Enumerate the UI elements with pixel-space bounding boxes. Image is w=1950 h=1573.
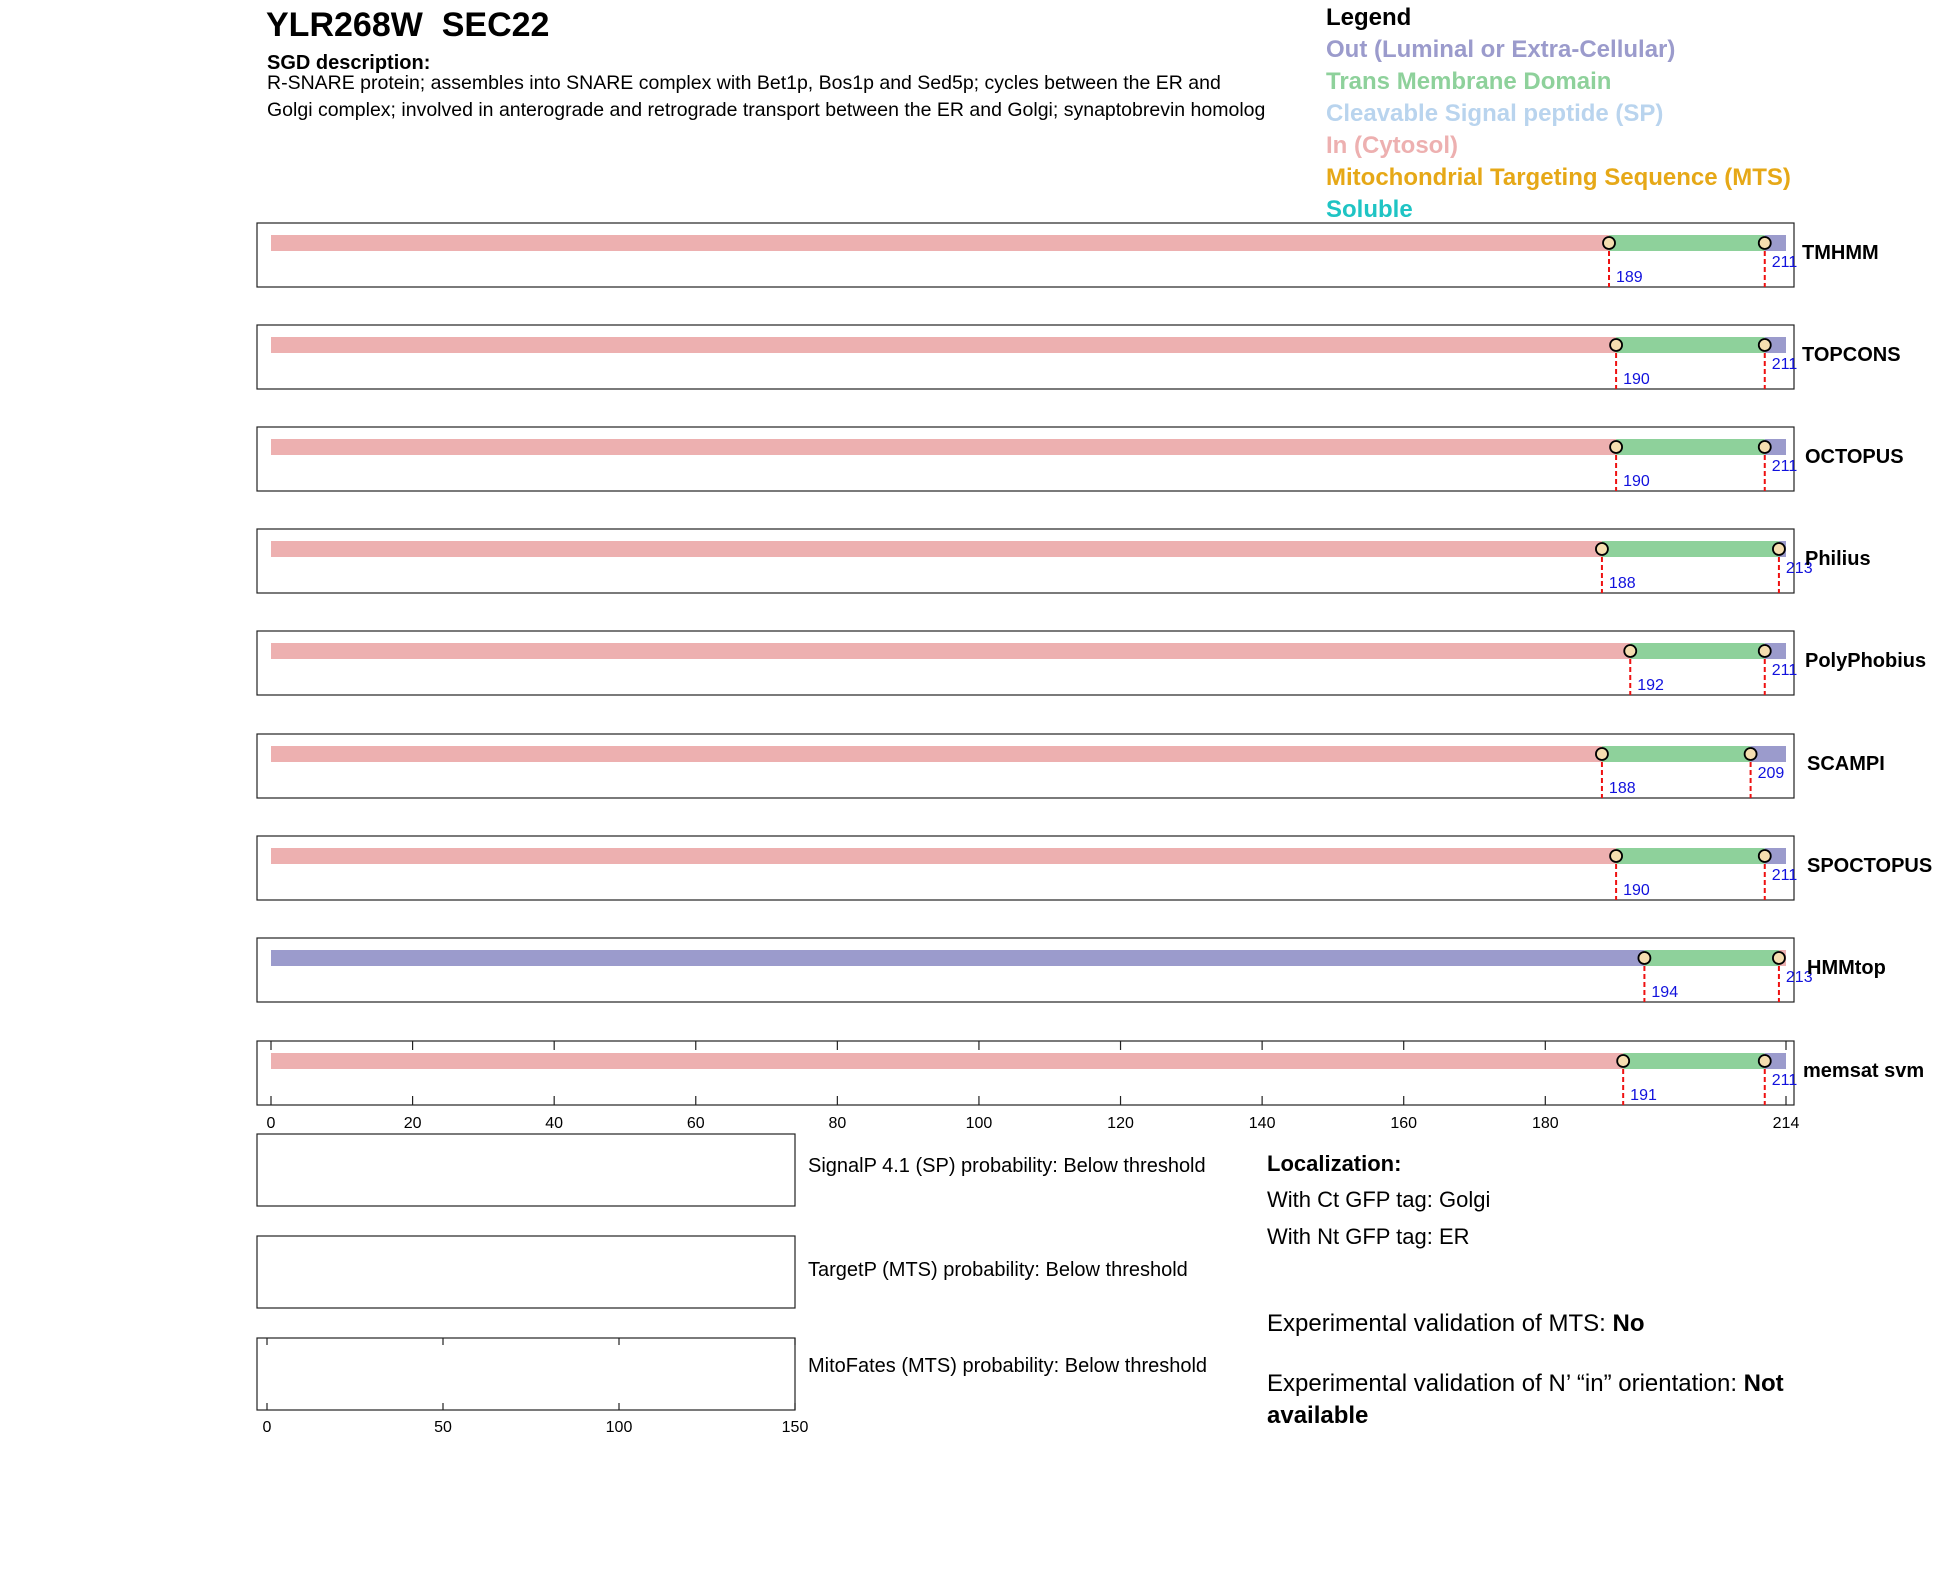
segment-tm <box>1623 1053 1765 1069</box>
panel-frame <box>257 325 1794 389</box>
segment-in <box>271 235 1609 251</box>
marker-label: 213 <box>1785 560 1813 577</box>
marker-label: 213 <box>1785 969 1813 986</box>
panel-frame <box>257 734 1794 798</box>
segment-tm <box>1609 235 1765 251</box>
segment-tm <box>1616 848 1765 864</box>
segment-tm <box>1602 746 1751 762</box>
marker-label: 190 <box>1623 882 1650 899</box>
segment-in <box>271 848 1616 864</box>
marker-point <box>1603 237 1615 249</box>
x-tick-label: 0 <box>262 1419 272 1436</box>
probability-panel-targetp <box>257 1236 795 1308</box>
x-tick-label: 100 <box>605 1419 633 1436</box>
marker-point <box>1610 441 1622 453</box>
segment-tm <box>1616 337 1765 353</box>
x-tick-label: 40 <box>545 1115 564 1132</box>
x-tick-label: 80 <box>828 1115 847 1132</box>
x-tick-label: 60 <box>686 1115 705 1132</box>
marker-point <box>1638 952 1650 964</box>
marker-point <box>1773 543 1785 555</box>
legend-item: In (Cytosol) <box>1326 132 1458 159</box>
x-tick-label: 20 <box>403 1115 422 1132</box>
marker-label: 211 <box>1771 254 1798 271</box>
localization-title: Localization: <box>1267 1151 1402 1176</box>
segment-in <box>271 337 1616 353</box>
predictor-panel <box>257 223 1879 287</box>
marker-label: 211 <box>1771 1072 1798 1089</box>
marker-point <box>1759 850 1771 862</box>
marker-point <box>1745 748 1757 760</box>
predictor-name: SPOCTOPUS <box>1807 855 1933 877</box>
marker-point <box>1596 748 1608 760</box>
marker-label: 209 <box>1757 765 1785 782</box>
marker-point <box>1596 543 1608 555</box>
predictor-panel <box>257 529 1871 593</box>
legend-item: Soluble <box>1326 196 1413 223</box>
sgd-label: SGD description: <box>267 52 431 74</box>
predictor-name: PolyPhobius <box>1805 650 1927 672</box>
panel-frame <box>257 427 1794 491</box>
predictor-name: HMMtop <box>1807 957 1886 979</box>
predictor-panel <box>257 734 1885 798</box>
localization-ct-gfp: With Ct GFP tag: Golgi <box>1267 1187 1491 1212</box>
x-tick-label: 180 <box>1531 1115 1559 1132</box>
marker-label: 211 <box>1771 662 1798 679</box>
marker-point <box>1759 1055 1771 1067</box>
probability-panel-mitofates <box>257 1338 808 1436</box>
predictor-name: Philius <box>1805 548 1871 570</box>
validation-n-in <box>1267 1368 1867 1432</box>
marker-point <box>1773 952 1785 964</box>
predictor-name: memsat svm <box>1803 1060 1925 1082</box>
marker-label: 192 <box>1637 677 1664 694</box>
gene-name: SEC22 <box>441 6 550 44</box>
localization-nt-gfp: With Nt GFP tag: ER <box>1267 1224 1470 1249</box>
panel-frame <box>257 938 1794 1002</box>
predictor-panel <box>257 325 1901 389</box>
marker-label: 211 <box>1771 356 1798 373</box>
marker-label: 211 <box>1771 867 1798 884</box>
targetp-label: TargetP (MTS) probability: Below threshold <box>808 1259 1188 1281</box>
marker-label: 189 <box>1616 269 1643 286</box>
marker-label: 190 <box>1623 371 1650 388</box>
predictor-panel <box>257 938 1886 1002</box>
x-tick-label: 140 <box>1248 1115 1276 1132</box>
segment-in <box>271 1053 1623 1069</box>
validation-n-in-label: Experimental validation of N’ “in” orientation: <box>1267 1370 1744 1397</box>
probability-frame <box>257 1338 795 1410</box>
x-tick-label: 150 <box>781 1419 809 1436</box>
marker-label: 188 <box>1608 575 1636 592</box>
predictor-panel <box>257 427 1904 491</box>
gene-id: YLR268W <box>266 6 423 44</box>
predictor-panel <box>257 836 1932 900</box>
sgd-description: R-SNARE protein; assembles into SNARE complex with Bet1p, Bos1p and Sed5p; cycles between the ER and Golgi complex; involved in anterograde and retrograde transport between the ER and Golgi; synaptobrevin homolog <box>267 72 1266 121</box>
x-tick-label: 100 <box>965 1115 993 1132</box>
predictor-panel <box>257 1041 1924 1105</box>
segment-tm <box>1616 439 1765 455</box>
validation-mts-value: No <box>1612 1310 1645 1337</box>
signalp-label: SignalP 4.1 (SP) probability: Below threshold <box>808 1155 1206 1177</box>
validation-n-in-value: Not available <box>1267 1370 1784 1429</box>
predictor-name: OCTOPUS <box>1805 446 1904 468</box>
marker-label: 194 <box>1651 984 1679 1001</box>
marker-point <box>1759 441 1771 453</box>
marker-label: 188 <box>1608 780 1636 797</box>
probability-frame <box>257 1134 795 1206</box>
x-tick-label: 50 <box>434 1419 452 1436</box>
segment-in <box>271 541 1602 557</box>
legend-item: Cleavable Signal peptide (SP) <box>1326 100 1664 127</box>
marker-label: 211 <box>1771 458 1798 475</box>
marker-point <box>1624 645 1636 657</box>
marker-point <box>1759 237 1771 249</box>
segment-in <box>271 643 1630 659</box>
marker-point <box>1617 1055 1629 1067</box>
marker-label: 190 <box>1623 473 1650 490</box>
validation-mts-label: Experimental validation of MTS: <box>1267 1310 1613 1337</box>
x-tick-label: 120 <box>1107 1115 1134 1132</box>
panel-frame <box>257 836 1794 900</box>
predictor-name: TMHMM <box>1802 242 1879 264</box>
segment-out <box>271 950 1644 966</box>
marker-point <box>1759 645 1771 657</box>
x-tick-label: 0 <box>266 1115 276 1132</box>
legend-item: Mitochondrial Targeting Sequence (MTS) <box>1326 164 1791 191</box>
marker-point <box>1610 850 1622 862</box>
predictor-name: SCAMPI <box>1807 753 1885 775</box>
validation-mts <box>1267 1310 1644 1338</box>
predictor-panel <box>257 631 1926 695</box>
legend-item: Trans Membrane Domain <box>1326 68 1612 95</box>
probability-frame <box>257 1236 795 1308</box>
x-tick-label: 214 <box>1772 1115 1800 1132</box>
segment-tm <box>1602 541 1779 557</box>
panel-frame <box>257 1041 1794 1105</box>
legend-title: Legend <box>1326 4 1412 31</box>
legend-item: Out (Luminal or Extra-Cellular) <box>1326 36 1676 63</box>
marker-label: 191 <box>1630 1087 1657 1104</box>
segment-tm <box>1644 950 1779 966</box>
marker-point <box>1610 339 1622 351</box>
predictor-name: TOPCONS <box>1802 344 1901 366</box>
probability-panel-signalp <box>257 1134 795 1206</box>
mitofates-label: MitoFates (MTS) probability: Below threshold <box>808 1355 1208 1377</box>
segment-in <box>271 439 1616 455</box>
panel-frame <box>257 631 1794 695</box>
marker-point <box>1759 339 1771 351</box>
segment-in <box>271 746 1602 762</box>
panel-frame <box>257 223 1794 287</box>
x-tick-label: 160 <box>1390 1115 1418 1132</box>
segment-tm <box>1630 643 1765 659</box>
panel-frame <box>257 529 1794 593</box>
